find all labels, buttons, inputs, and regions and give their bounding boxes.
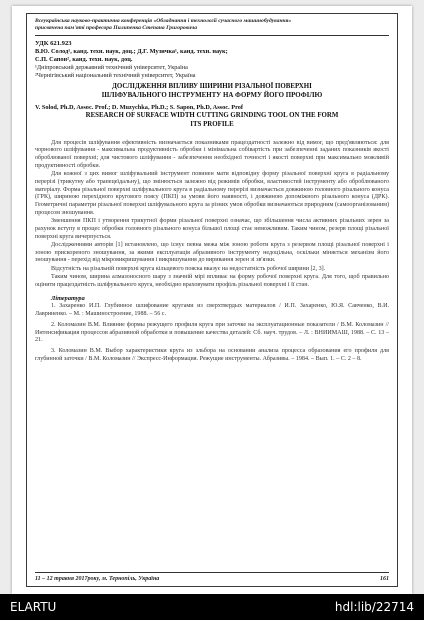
- title-en-line-1: RESEARCH OF SURFACE WIDTH CUTTING GRINDING TOOL ON THE FORM: [85, 112, 339, 120]
- handle-id: hdl:lib/22714: [334, 600, 414, 614]
- title-en: [35, 112, 389, 129]
- authors-ua-line-2: С.П. Сапон², канд. техн. наук, доц.: [35, 56, 133, 63]
- paragraph: Зменшення ПКП і утворення трикутної форми різальної поверхні означає, що збільшення числа активних різальних зерен за рахунок вступу в процес обробки головного різального конуса більшої площі стає неможливим. Таким чином, резерв площі різальної поверхні круга вичерпується.: [35, 218, 389, 240]
- page-number: 161: [380, 576, 389, 582]
- title-en-line-2: ITS PROFILE: [190, 120, 234, 128]
- conference-line-2: присвячена пам'яті професора Пилипенка Степана Григоровича: [35, 25, 197, 31]
- conference-line-1: Всеукраїнська науково-практична конференція «Обладнання і технології сучасного машинобудування»: [35, 18, 292, 24]
- title-ua-line-2: ШЛІФУВАЛЬНОГО ІНСТРУМЕНТУ НА ФОРМУ ЙОГО ПРОФІЛЮ: [101, 91, 323, 99]
- paragraph: Для процесів шліфування ефективність визначається показниками працездатності залежно від вимог, що пред'являються: для чорнового шліфування - максимальна продуктивність обробки і мінімальна собівартість при забезпеченні заданих показників якості оброблюваної поверхні; для чистового шліфування - забезпечення необхідної точності і якості поверхні при максимально можливій продуктивності обробки.: [35, 139, 389, 169]
- page-sheet: [12, 6, 412, 594]
- paragraph: Дослідженнями авторів [1] встановлено, що існує певна межа між зоною роботи круга з резервом площі різальної поверхні і зоною прискореного зношування, за якими експлуатація абразивного інструменту недоцільна, оскільки міняється механізм його зношування - перехід від мікровикришування і викришування до виривання зерен зі зв'язки.: [35, 241, 389, 264]
- footer-date-location: 11 – 12 травня 2017року, м. Тернопіль, Україна: [35, 576, 160, 582]
- conference-header: [35, 18, 389, 32]
- repository-bar: [0, 594, 424, 620]
- reference-item: 2. Коломазин В.М. Влияние формы режущего профиля круга при заточке на эксплуатационные показатели / В.М. Коломазин // Интенсификация процессов абразивной обработки и повышение качества деталей: Сб. науч. трудов. – Л. : ВНИИМАШ, 1988. – С. 13 – 21.: [35, 321, 389, 344]
- page-frame: [26, 13, 398, 587]
- repository-name: ELARTU: [10, 600, 57, 614]
- affiliation-2: ²Чернігівський національний технічний університет, Україна: [35, 71, 196, 79]
- paragraph: Таким чином, ширина алмазоносного шару з значній мірі впливає на форму робочої поверхні круга. Для того, щоб правильно оцінити працездатність шліфувального круга, необхідно враховувати профіль різальної поверхні і її стан.: [35, 273, 389, 288]
- paragraph: Відсутність на різальній поверхні круга кільцевого пояска вказує на недостатність робочої ширини [2, 3].: [51, 265, 326, 272]
- header-divider: [35, 35, 389, 36]
- reference-item: 3. Коломазин В.М. Выбор характеристики круга из эльбора на основании анализа процесса образования его профиля для глубинной заточки / В.М. Коломазин // Экспресс-Информация. Режущие инструменты. Абразивы. – 1984. – Вып. 1. – С. 2 – 8.: [35, 348, 389, 362]
- title-ua: [35, 83, 389, 100]
- paragraph: Для кожної з цих вимог шліфувальний інструмент повинен мати відповідну форму різальної поверхні круга в радіальному перерізі (трикутну або трапецеїдальну), що змінюється залежно від режимів обробки, властивостей інструменту або оброблюваного матеріалу. Форма різальної поверхні шліфувального круга в радіальному перерізі визначається довжиною головного різального конуса (ГРК), шириною перехідного кругового поясу (ПКП) за умови його наявності, і довжиною допоміжного різального конуса (ДРК). Геометричні параметри різальної поверхні шліфувального круга за різних умов обробки визначаються природним (самоорганізованим) процесом зношування.: [35, 171, 389, 216]
- affiliation-1: ¹Дніпровський державний технічний університет, Україна: [35, 64, 188, 71]
- reference-item: 1. Захаренко И.П. Глубинное шлифование кругами из сверхтвердых материалов / И.П. Захаренко, Ю.Я. Савченко, В.И. Лавриненко. – М. : Машиностроение, 1988. – 56 с.: [35, 303, 389, 318]
- udk-code: УДК 621.923: [35, 40, 72, 47]
- title-ua-line-1: ДОСЛІДЖЕННЯ ВПЛИВУ ШИРИНИ РІЗАЛЬНОЇ ПОВЕРХНІ: [112, 83, 312, 91]
- authors-en: V. Solod, Ph.D, Assoc. Prof.; D. Muzychka, Ph.D.; S. Sapon, Ph.D, Assoc. Prof: [35, 104, 243, 112]
- authors-ua-line-1: В.Ю. Солод¹, канд. техн. наук, доц.; Д.Г. Музичка¹, канд. техн. наук;: [35, 48, 228, 55]
- article-body: [35, 140, 389, 290]
- page-footer: [35, 572, 389, 582]
- references-title: Література: [51, 295, 85, 303]
